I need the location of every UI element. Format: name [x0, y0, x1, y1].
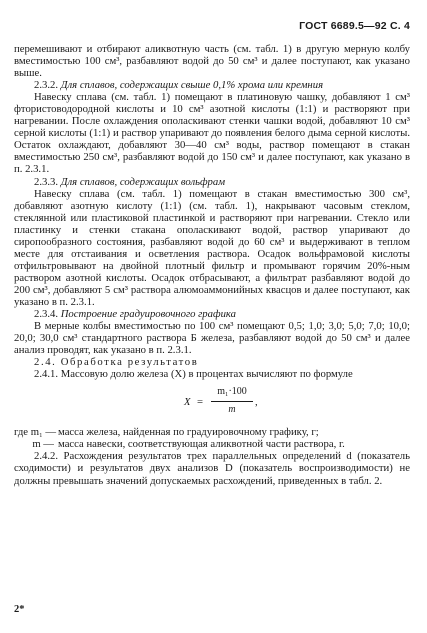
paragraph-2-3-3: Навеску сплава (см. табл. 1) помещают в стакан вместимостью 300 см³, добавляют азотную кислоту (1:1) (см. табл. 1), накрывают часовым стеклом, стеклянной или пластиковой пластинкой и растворяют при нагревании. Стекло или пластинку и стенки стакана ополаскивают водой, раствор упаривают до сиропообразного состояния, разбавляют водой до 60 см³ и выдерживают в теплом месте для отстаивания и осветления раствора. Осадок вольфрамовой кислоты отфильтровывают на двойной плотный фильтр и промывают горячим 20%-ным раствором азотной кислоты. Осадок отбрасывают, а фильтрат разбавляют водой до 200 см³, добавляют 5 см³ раствора алюмоаммонийных квасцов и далее поступают, как указано в п. 2.3.1.: [14, 187, 410, 308]
section-2-3-2-heading: [14, 79, 410, 91]
definition-m: [14, 438, 410, 450]
formula-numerator: m₁·100: [217, 386, 247, 398]
section-2-3-4-heading: [14, 308, 410, 320]
page-footer-mark: 2*: [14, 604, 25, 615]
definition-text: масса навески, соответствующая аликвотной части раствора, г.: [58, 438, 345, 451]
definition-text: масса железа, найденная по градуировочному графику, г;: [58, 426, 319, 439]
definition-m1: [14, 426, 410, 438]
fraction-bar: [211, 401, 253, 402]
document-body: [14, 43, 410, 487]
paragraph-continuation: перемешивают и отбирают аликвотную часть (см. табл. 1) в другую мерную колбу вместимостью 100 см³, разбавляют водой до 50 см³ и далее поступают, как указано выше.: [14, 43, 410, 80]
section-number: 2.3.4.: [34, 308, 59, 321]
formula-denominator: m: [228, 404, 236, 416]
variable-definitions: [14, 426, 410, 450]
section-2-3-3-heading: [14, 176, 410, 188]
formula: [14, 384, 410, 424]
definition-symbol: m —: [32, 438, 54, 451]
section-number: 2.3.2.: [34, 79, 59, 92]
section-title: Построение градуировочного графика: [60, 308, 236, 321]
paragraph-2-3-2: Навеску сплава (см. табл. 1) помещают в платиновую чашку, добавляют 1 см³ фтористоводородной кислоты и 10 см³ азотной кислоты (1:1) и растворяют при нагревании. После охлаждения ополаскивают стенки чашки водой, добавляют 10 см³ серной кислоты (1:1) и раствор упаривают до появления белого дыма серной кислоты. Остаток охлаждают, добавляют 30—40 см³ воды, раствор помещают в стакан вместимостью 250 см³, разбавляют водой до 150 см³ и далее поступают, как указано в п. 2.3.1.: [14, 91, 410, 176]
section-number: 2.3.3.: [34, 175, 59, 188]
section-title: Для сплавов, содержащих свыше 0,1% хрома или кремния: [60, 79, 324, 92]
section-title: Для сплавов, содержащих вольфрам: [60, 175, 226, 188]
formula-equals: =: [197, 396, 204, 409]
formula-lhs: X: [184, 396, 191, 409]
section-2-4-heading: 2.4. Обработка результатов: [34, 356, 199, 369]
paragraph-2-3-4: В мерные колбы вместимостью по 100 см³ помещают 0,5; 1,0; 3,0; 5,0; 7,0; 10,0; 20,0; 30,0 см³ стандартного раствора Б железа, разбавляют водой до 50 см³ и далее анализ проводят, как указано в п. 2.3.1.: [14, 320, 410, 357]
page-header: ГОСТ 6689.5—92 С. 4: [299, 20, 410, 32]
definition-symbol: где m₁ —: [14, 426, 57, 439]
formula-comma: ,: [255, 396, 258, 409]
paragraph-2-4-2: 2.4.2. Расхождения результатов трех параллельных определений d (показатель сходимости) и результатов двух анализов D (показатель воспроизводимости) не должны превышать значений допускаемых расхождений, приведенных в табл. 2.: [14, 450, 410, 487]
paragraph-2-4-1: 2.4.1. Массовую долю железа (X) в процентах вычисляют по формуле: [34, 368, 353, 381]
